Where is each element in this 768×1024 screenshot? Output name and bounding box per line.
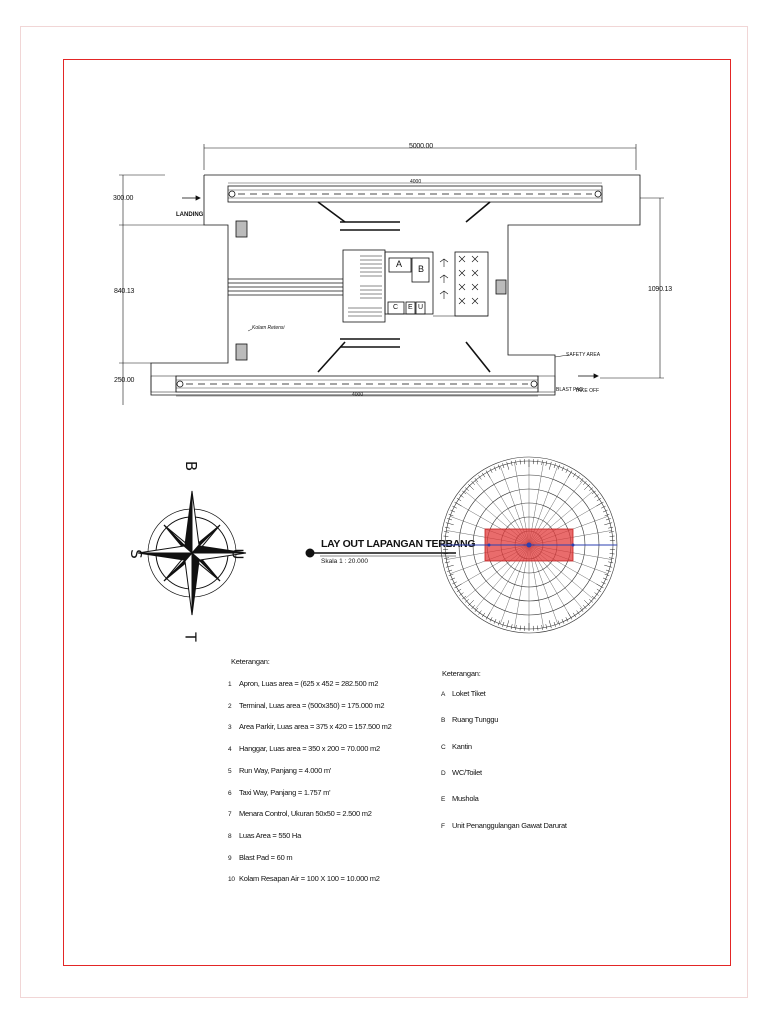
legend-item-text: Taxi Way, Panjang = 1.757 m' [239, 787, 331, 797]
legend-item-text: Hanggar, Luas area = 350 x 200 = 70.000 m2 [239, 744, 380, 754]
layout-title: LAY OUT LAPANGAN TERBANG [321, 538, 476, 550]
landing-label: LANDING [176, 212, 204, 218]
legend-item-text: Loket Tiket [452, 689, 486, 698]
legend-left-heading: Keterangan: [231, 657, 270, 666]
legend-item [441, 715, 498, 724]
building-letter-a: A [396, 259, 403, 269]
dimension-right-total: 1090.13 [648, 286, 672, 293]
legend-item-number: C [441, 743, 446, 751]
legend-item-number: 9 [228, 854, 232, 862]
dimension-left-mid: 840.13 [114, 288, 135, 295]
legend-item-number: A [441, 691, 446, 698]
legend-item-number: 8 [228, 832, 232, 840]
take-off-label: TAKE OFF [575, 388, 600, 394]
legend-item [441, 821, 567, 830]
dimension-top-runway: 4000 [410, 179, 422, 185]
legend-item-number: 3 [228, 724, 232, 732]
legend-item [228, 701, 384, 710]
legend-item-number: 5 [228, 767, 232, 775]
legend-item-number: E [441, 796, 446, 804]
legend-item-text: Ruang Tunggu [452, 715, 499, 725]
compass-west-letter: S [126, 549, 145, 559]
legend-item-text: Luas Area = 550 Ha [239, 830, 302, 840]
legend-item [228, 679, 378, 688]
legend-right-heading: Keterangan: [442, 669, 481, 678]
building-letter-c: C [393, 304, 399, 311]
legend-item-number: B [441, 717, 446, 725]
dimension-left-top: 300.00 [113, 195, 134, 202]
legend-item-number: F [441, 822, 445, 830]
legend-item [228, 744, 380, 753]
legend-item [228, 766, 331, 775]
legend-item-number: D [441, 769, 446, 777]
dimension-top-total: 5000.00 [409, 143, 433, 150]
legend-item-number: 6 [228, 789, 232, 797]
legend-item-text: Area Parkir, Luas area = 375 x 420 = 157.500 m2 [239, 722, 392, 732]
legend-item-text: Apron, Luas area = (625 x 452 = 282.500 m2 [239, 679, 379, 688]
dimension-left-bottom: 250.00 [114, 377, 135, 384]
legend-item [441, 742, 472, 751]
legend-item [228, 788, 330, 797]
legend-item-text: Menara Control, Ukuran 50x50 = 2.500 m2 [239, 809, 372, 819]
legend-item-number: 2 [228, 702, 232, 710]
legend-item-number: 10 [228, 876, 235, 884]
legend-item [228, 809, 372, 818]
building-letter-b: B [418, 264, 425, 274]
legend-item-text: Blast Pad = 60 m [239, 852, 293, 862]
building-letter-e: E [408, 304, 413, 311]
safety-area-label: SAFETY AREA [566, 352, 601, 358]
legend-item [228, 874, 380, 883]
legend-item [441, 794, 479, 803]
legend-item-text: Mushola [452, 794, 479, 804]
layout-scale: Skala 1 : 20.000 [321, 558, 368, 565]
legend-item-text: Run Way, Panjang = 4.000 m' [239, 765, 332, 775]
legend-item [228, 831, 301, 840]
blast-pad-label: BLAST PAD [556, 387, 584, 393]
legend-item-text: Kantin [452, 741, 472, 751]
legend-item-text: Terminal, Luas area = (500x350) = 175.000 m2 [239, 700, 385, 710]
compass-south-letter: T [181, 632, 200, 642]
legend-item [441, 768, 482, 777]
legend-item-number: 4 [228, 746, 232, 754]
compass-east-letter: U [228, 548, 247, 560]
legend-item [228, 722, 392, 731]
building-letter-u: U [418, 304, 424, 311]
legend-item [228, 853, 292, 862]
kolam-retensi-label: Kolam Retensi [252, 325, 285, 331]
legend-item-text: WC/Toilet [452, 767, 482, 777]
legend-item-number: 7 [228, 811, 232, 819]
legend-item-text: Kolam Resapan Air = 100 X 100 = 10.000 m2 [239, 874, 380, 884]
dimension-bottom-runway: 4000 [352, 392, 364, 398]
compass-north-letter: B [182, 460, 201, 472]
legend-item-number: 1 [228, 681, 232, 688]
legend-item [441, 689, 486, 698]
legend-item-text: Unit Penanggulangan Gawat Darurat [452, 820, 567, 830]
